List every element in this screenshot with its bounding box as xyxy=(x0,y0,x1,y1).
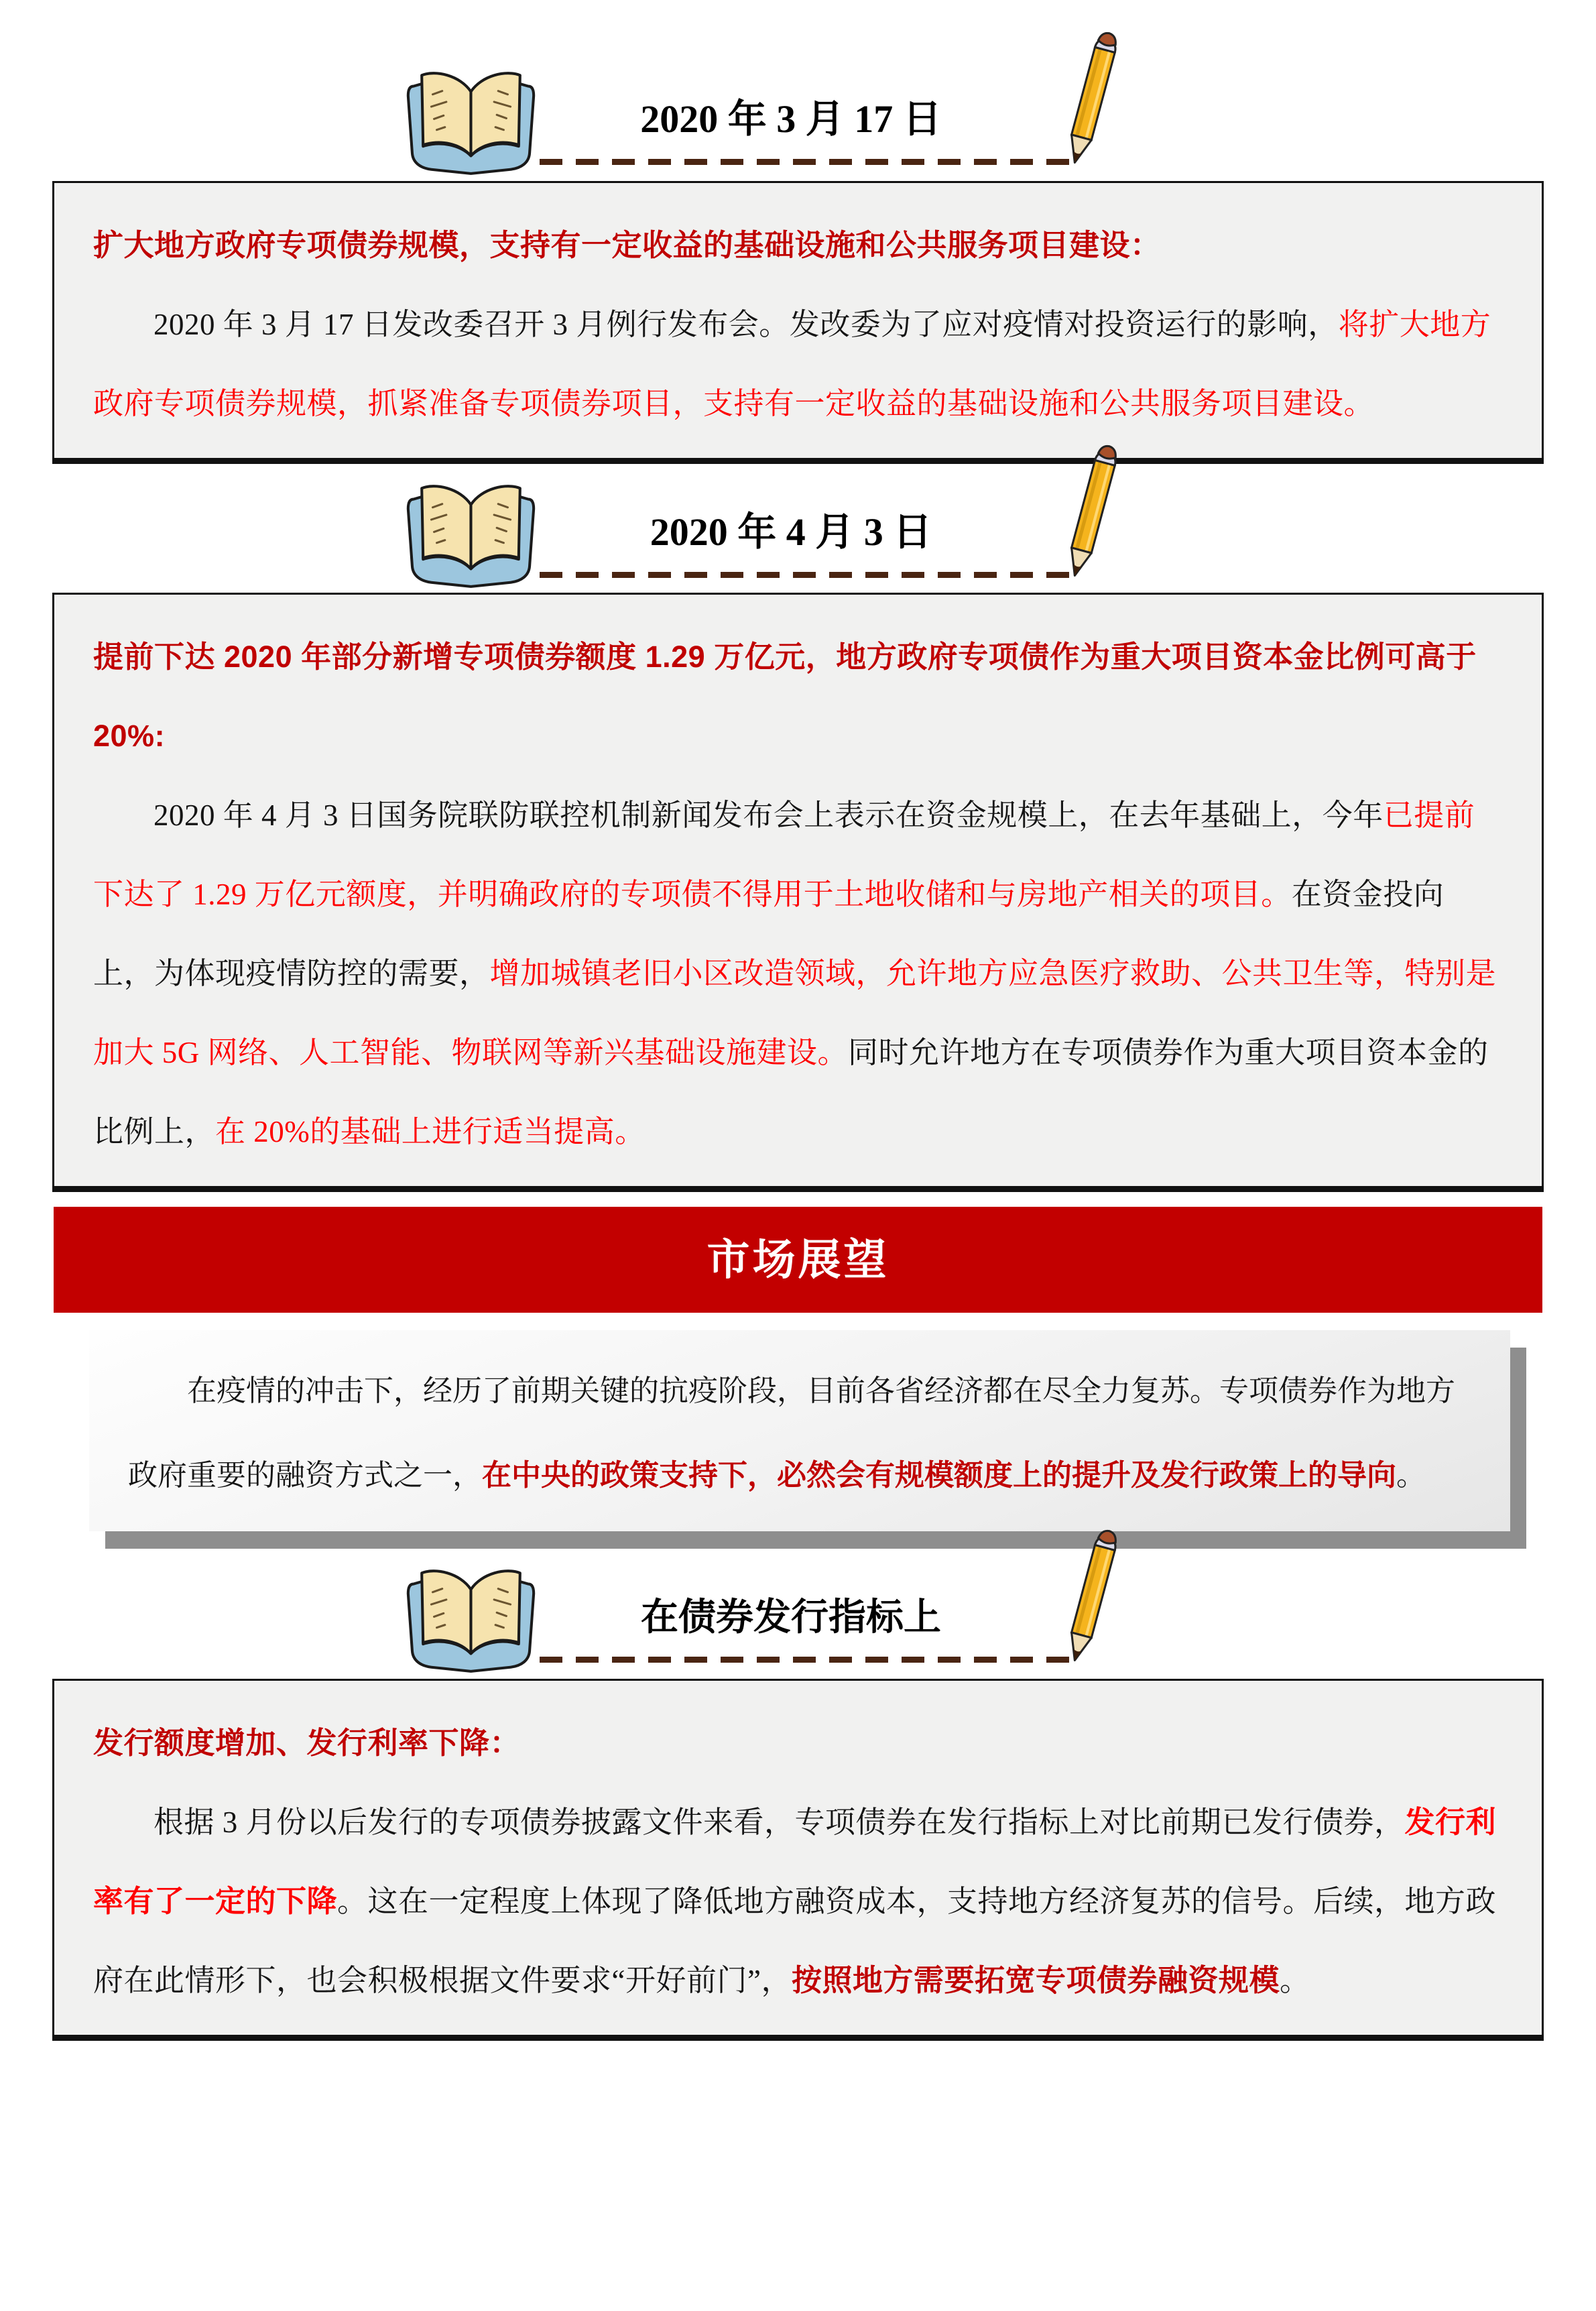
section-header-3 xyxy=(402,1551,1119,1672)
highlight-red-segment: 在 20%的基础上进行适当提高。 xyxy=(215,1115,646,1148)
open-book-icon xyxy=(402,1563,540,1676)
date-title: 2020 年 4 月 3 日 xyxy=(650,510,932,554)
highlight-red-segment: 增加城镇老旧小区改造领域，允许地方应急医疗救助、公共卫生等，特别是加大 5G 网络、人工智能、物联网等新兴基础设施建设。 xyxy=(93,957,1497,1069)
policy-box-1 xyxy=(52,181,1544,464)
box1-paragraph xyxy=(93,285,1503,443)
dashed-line xyxy=(540,572,1079,578)
box2-title: 提前下达 2020 年部分新增专项债券额度 1.29 万亿元，地方政府专项债作为重大项目资本金比例可高于 20%: xyxy=(93,640,1477,753)
text-segment: 在资金投向上，为体现疫情防控的需要， xyxy=(93,878,1445,990)
policy-box-2 xyxy=(52,593,1544,1192)
open-book-icon xyxy=(402,479,540,591)
box3-paragraph xyxy=(93,1783,1503,2020)
highlight-darkred-segment: 在中央的政策支持下，必然会有规模额度上的提升及发行政策上的导向 xyxy=(482,1459,1396,1492)
market-outlook-card xyxy=(89,1330,1510,1531)
text-segment: 2020 年 3 月 17 日发改委召开 3 月例行发布会。发改委为了应对疫情对投资运行的影响， xyxy=(154,308,1339,341)
highlight-red-segment: 将扩大地方政府专项债券规模，抓紧准备专项债券项目，支持有一定收益的基础设施和公共服务项目建设。 xyxy=(93,308,1491,420)
text-segment: 。 xyxy=(1396,1459,1426,1492)
policy-box-3 xyxy=(52,1679,1544,2041)
text-segment: 同时允许地方在专项债券作为重大项目资本金的比例上， xyxy=(93,1036,1489,1148)
document xyxy=(0,54,1596,2311)
section-header-1 xyxy=(402,54,1119,174)
text-segment: 2020 年 4 月 3 日国务院联防联控机制新闻发布会上表示在资金规模上，在去年基础上，今年 xyxy=(154,798,1384,832)
highlight-red-segment: 已提前下达了 1.29 万亿元额度，并明确政府的专项债不得用于土地收储和与房地产相关的项目。 xyxy=(93,798,1475,911)
pencil-icon xyxy=(1051,1527,1131,1671)
box1-title: 扩大地方政府专项债券规模，支持有一定收益的基础设施和公共服务项目建设： xyxy=(93,228,1161,262)
box2-paragraph xyxy=(93,776,1503,1171)
text-segment: 。这在一定程度上体现了降低地方融资成本，支持地方经济复苏的信号。后续，地方政府在此情形下，也会积极根据文件要求“开好前门”， xyxy=(93,1885,1497,1997)
box3-title: 发行额度增加、发行利率下降： xyxy=(93,1726,521,1760)
banner-title: 市场展望 xyxy=(707,1236,889,1284)
outlook-paragraph xyxy=(128,1349,1471,1518)
dashed-line xyxy=(540,1657,1079,1663)
dashed-line xyxy=(540,159,1079,165)
pencil-icon xyxy=(1051,29,1131,173)
highlight-darkred-segment: 按照地方需要拓宽专项债券融资规模 xyxy=(791,1963,1280,1997)
text-segment: 在疫情的冲击下，经历了前期关键的抗疫阶段，目前各省经济都在尽全力复苏。专项债券作为地方政府重要的融资方式之一， xyxy=(128,1374,1455,1492)
open-book-icon xyxy=(402,66,540,178)
highlight-red-segment: 发行利率有了一定的下降 xyxy=(93,1805,1497,1918)
section-title: 在债券发行指标上 xyxy=(641,1596,941,1638)
date-title: 2020 年 3 月 17 日 xyxy=(640,97,942,141)
market-outlook-banner xyxy=(54,1207,1542,1313)
text-segment: 。 xyxy=(1279,1964,1310,1997)
text-segment: 根据 3 月份以后发行的专项债券披露文件来看，专项债券在发行指标上对比前期已发行债券， xyxy=(154,1805,1405,1839)
pencil-icon xyxy=(1051,442,1131,586)
section-header-2 xyxy=(402,467,1119,587)
